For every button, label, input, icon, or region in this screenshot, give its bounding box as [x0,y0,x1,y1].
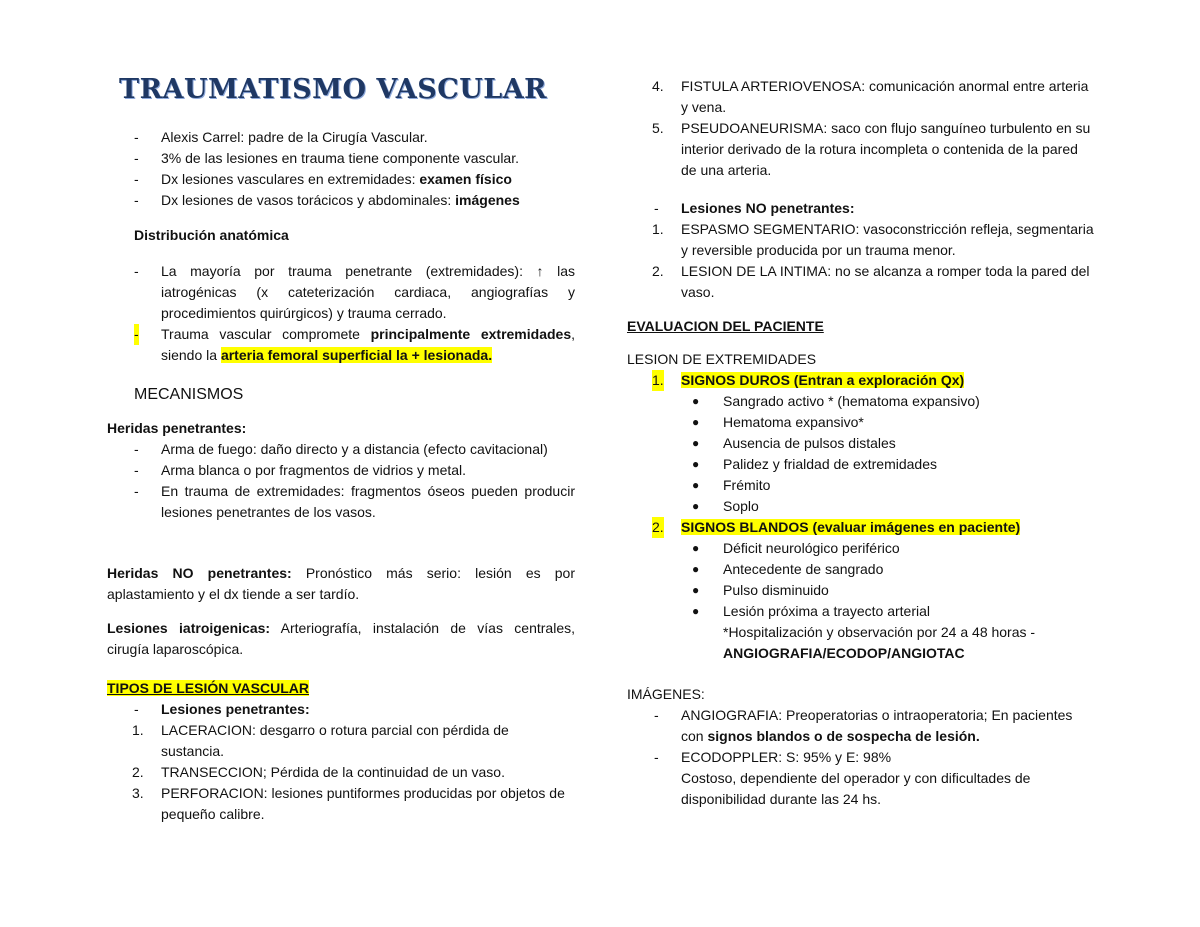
imagenes-heading: IMÁGENES: [627,686,705,702]
penetrantes-heading: Heridas penetrantes: [107,420,247,436]
ecodoppler-detail: Costoso, dependiente del operador y con dificultades de disponibilidad durante las 24 hs. [681,770,1031,807]
tipos-penetrantes [107,699,575,825]
list-item: ● Sangrado activo * (hematoma expansivo) [692,393,980,409]
list-item: - Lesiones penetrantes: [134,701,310,717]
list-item: - Arma de fuego: daño directo y a distancia (efecto cavitacional) [134,441,548,457]
list-item: ● Palidez y frialdad de extremidades [692,456,938,472]
list-item-highlight: - Trauma vascular compromete principalmente extremidades, siendo la arteria femoral superficial la + lesionada. [134,326,575,363]
list-item: - 3% de las lesiones en trauma tiene componente vascular. [134,150,519,166]
list-item: - En trauma de extremidades: fragmentos óseos pueden producir lesiones penetrantes de los vasos. [134,483,575,520]
list-item: 1. LACERACION: desgarro o rotura parcial con pérdida de sustancia. [132,722,509,759]
list-item: 1. ESPASMO SEGMENTARIO: vasoconstricción refleja, segmentaria y reversible producida por un trauma menor. [652,221,1094,258]
page-title: TRAUMATISMO VASCULAR [119,74,548,105]
list-item: - Dx lesiones de vasos torácicos y abdominales: imágenes [134,192,520,208]
no-penetrantes-paragraph: Heridas NO penetrantes: Pronóstico más serio: lesión es por aplastamiento y el dx tiende a ser tardío. [107,565,575,602]
penetrantes-list [107,439,575,523]
list-item: ● Pulso disminuido [692,582,829,598]
list-item: 3. PERFORACION: lesiones puntiformes producidas por objetos de pequeño calibre. [132,785,565,822]
signos-list [627,370,1097,664]
signos-duros-heading: 1. SIGNOS DUROS (Entran a exploración Qx) [627,370,1097,391]
list-item: 2. TRANSECCION; Pérdida de la continuidad de un vaso. [132,764,505,780]
list-item: ● Lesión próxima a trayecto arterial [692,603,930,619]
list-item: ● Déficit neurológico periférico [692,540,900,556]
list-item: ● Frémito [692,477,771,493]
hospitalizacion-note: *Hospitalización y observación por 24 a 48 horas - [723,624,1036,640]
iatrogenicas-paragraph: Lesiones iatroigenicas: Arteriografía, instalación de vías centrales, cirugía laparoscópica. [107,620,575,657]
list-item: ● Soplo [692,498,759,514]
list-item: - ANGIOGRAFIA: Preoperatorias o intraoperatoria; En pacientes con signos blandos o de sospecha de lesión. [654,707,1073,744]
signos-blandos-heading: 2. SIGNOS BLANDOS (evaluar imágenes en paciente) [627,517,1097,538]
intro-list [107,127,575,211]
evaluacion-heading: EVALUACION DEL PACIENTE [627,318,824,334]
list-item: ● Hematoma expansivo* [692,414,864,430]
list-item: 2. LESION DE LA INTIMA: no se alcanza a romper toda la pared del vaso. [652,263,1090,300]
list-item: - Lesiones NO penetrantes: [654,200,855,216]
tipos-heading: TIPOS DE LESIÓN VASCULAR [107,680,309,696]
imagenes-list [627,705,1097,810]
distribucion-heading: Distribución anatómica [134,227,289,243]
list-item: - ECODOPPLER: S: 95% y E: 98% [654,749,892,765]
lesion-extremidades-label: LESION DE EXTREMIDADES [627,351,817,367]
distribucion-list [107,261,575,366]
list-item: - Alexis Carrel: padre de la Cirugía Vascular. [134,129,428,145]
list-item: - La mayoría por trauma penetrante (extremidades): ↑ las iatrogénicas (x cateterización cardiaca, angiografías y procedimientos quirúrgicos) y trauma cerrado. [134,263,575,321]
list-item: - Arma blanca o por fragmentos de vidrios y metal. [134,462,467,478]
list-item: 4. FISTULA ARTERIOVENOSA: comunicación anormal entre arteria y vena. [652,78,1089,115]
tipos-penetrantes-cont [627,76,1097,181]
list-item: 5. PSEUDOANEURISMA: saco con flujo sanguíneo turbulento en su interior derivado de la rotura incompleta o contenida de la pared de una arteria. [652,120,1091,178]
mecanismos-heading: MECANISMOS [134,386,244,403]
list-item: ● Ausencia de pulsos distales [692,435,896,451]
hospitalizacion-note-bold: ANGIOGRAFIA/ECODOP/ANGIOTAC [723,645,965,661]
list-item: - Dx lesiones vasculares en extremidades: examen físico [134,171,512,187]
list-item: ● Antecedente de sangrado [692,561,884,577]
tipos-no-penetrantes [627,198,1097,303]
